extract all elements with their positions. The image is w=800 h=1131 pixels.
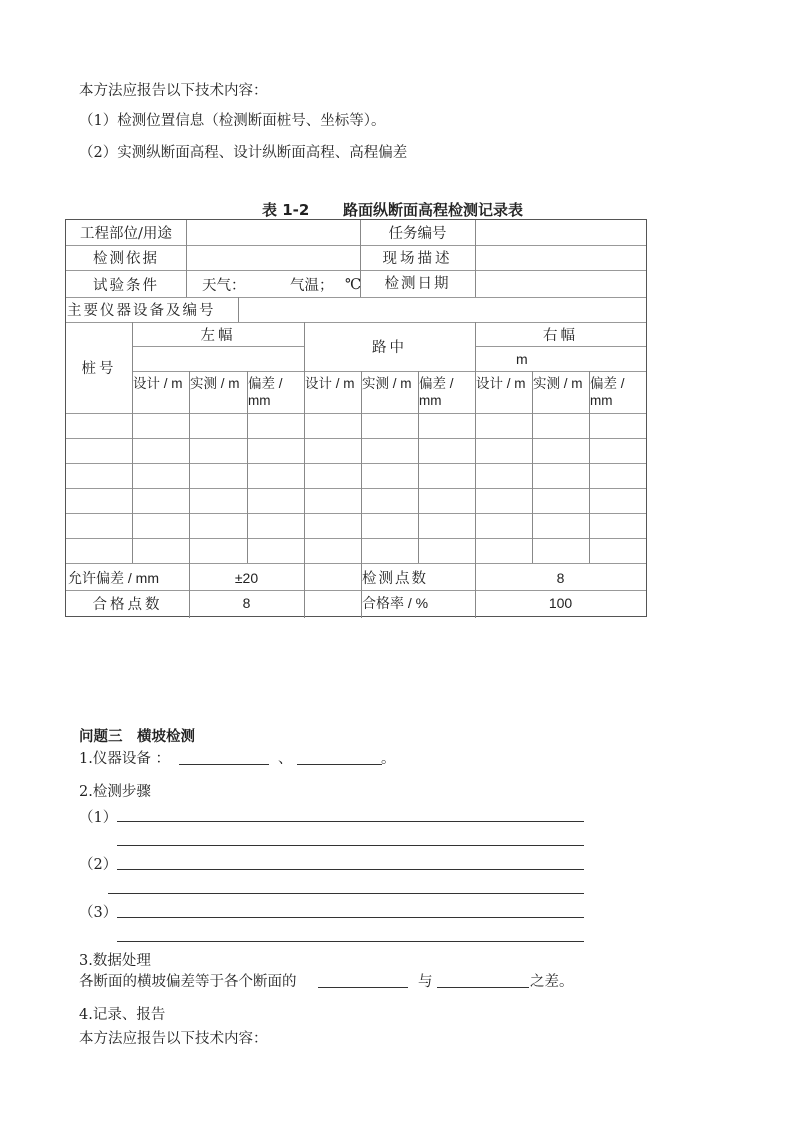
step-1-blank-cont[interactable] [117,845,584,846]
data-cell[interactable] [66,513,132,538]
data-cell[interactable] [589,538,646,563]
right-lane-unit: m [516,350,528,367]
allowed-deviation-label-text: 允许偏差 / mm [68,569,159,586]
left-lane-header: 左幅 [200,327,236,344]
data-cell[interactable] [247,413,304,438]
data-cell[interactable] [418,438,475,463]
left-design-header: 设计 / m [133,376,183,391]
section3-title: 问题三 横坡检测 [79,729,195,745]
data-cell[interactable] [304,413,361,438]
data-cell[interactable] [589,463,646,488]
q3-label: 3.数据处理 [79,953,151,969]
data-cell[interactable] [189,413,247,438]
center-header: 路中 [372,340,407,356]
step-2-label: （2） [79,857,118,873]
data-cell[interactable] [66,438,132,463]
data-cell[interactable] [132,538,189,563]
data-cell[interactable] [475,513,532,538]
q1-blank-1[interactable] [179,764,269,765]
data-cell[interactable] [189,438,247,463]
intro-item-1: （1）检测位置信息（检测断面桩号、坐标等）。 [79,113,386,129]
data-cell[interactable] [475,488,532,513]
data-cell[interactable] [189,513,247,538]
q4-label: 4.记录、报告 [79,1007,166,1023]
data-cell[interactable] [418,413,475,438]
data-cell[interactable] [532,413,589,438]
data-cell[interactable] [304,438,361,463]
data-cell[interactable] [361,538,418,563]
center-measured-header: 实测 / m [362,376,412,391]
data-cell[interactable] [66,488,132,513]
center-design-header: 设计 / m [305,376,355,391]
data-cell[interactable] [132,413,189,438]
pass-rate-value: 100 [548,595,573,611]
data-cell[interactable] [361,513,418,538]
weather-label: 天气： [202,278,246,294]
data-cell[interactable] [304,513,361,538]
data-cell[interactable] [361,488,418,513]
data-cell[interactable] [247,438,304,463]
conditions-label: 试验条件 [93,278,159,294]
data-cell[interactable] [247,538,304,563]
test-date-label: 检测日期 [384,276,451,292]
project-value[interactable] [186,220,360,245]
data-cell[interactable] [132,463,189,488]
data-cell[interactable] [418,513,475,538]
step-1-label: （1） [79,810,118,826]
data-cell[interactable] [418,488,475,513]
q3-text-a: 各断面的横坡偏差等于各个断面的 [79,974,297,990]
data-cell[interactable] [132,438,189,463]
data-cell[interactable] [189,488,247,513]
step-2-blank[interactable] [117,869,584,870]
data-cell[interactable] [304,538,361,563]
data-cell[interactable] [418,463,475,488]
data-cell[interactable] [532,438,589,463]
basis-label: 检测依据 [93,251,159,267]
step-3-blank[interactable] [117,917,584,918]
data-cell[interactable] [532,513,589,538]
data-cell[interactable] [132,488,189,513]
intro-heading: 本方法应报告以下技术内容： [79,83,268,99]
q4-text: 本方法应报告以下技术内容： [79,1031,268,1047]
station-header: 桩号 [81,361,117,377]
left-deviation-header: 偏差 / mm [248,376,283,408]
q1-separator: 、 [278,751,293,767]
data-cell[interactable] [532,538,589,563]
step-3-blank-cont[interactable] [117,941,584,942]
data-cell[interactable] [418,538,475,563]
site-description-label: 现场描述 [382,251,453,267]
temperature-label: 气温； [290,278,334,294]
test-points-label: 检测点数 [362,571,428,587]
data-cell[interactable] [532,463,589,488]
step-3-label: （3） [79,905,118,921]
data-cell[interactable] [247,488,304,513]
data-cell[interactable] [132,513,189,538]
equipment-label: 主要仪器设备及编号 [67,303,216,319]
data-cell[interactable] [589,513,646,538]
data-cell[interactable] [361,463,418,488]
equipment-value[interactable] [238,297,646,322]
data-cell[interactable] [361,413,418,438]
task-number-value[interactable] [475,220,646,245]
data-cell[interactable] [304,463,361,488]
step-1-blank[interactable] [117,821,584,822]
intro-item-2: （2）实测纵断面高程、设计纵断面高程、高程偏差 [79,145,408,161]
q3-text-c: 之差。 [530,974,574,990]
test-date-value[interactable] [475,270,646,297]
q3-text-b: 与 [418,974,433,990]
step-2-blank-cont[interactable] [108,893,584,894]
table-caption-title: 路面纵断面高程检测记录表 [343,201,524,219]
table-caption-number: 表 1-2 [262,201,310,219]
data-cell[interactable] [247,463,304,488]
data-cell[interactable] [66,538,132,563]
center-deviation-header: 偏差 / mm [419,376,454,408]
right-measured-header: 实测 / m [533,376,583,391]
q2-label: 2.检测步骤 [79,784,151,800]
data-cell[interactable] [189,538,247,563]
data-cell[interactable] [475,538,532,563]
data-cell[interactable] [475,438,532,463]
project-label: 工程部位/用途 [80,226,172,242]
data-cell[interactable] [532,488,589,513]
data-cell[interactable] [589,488,646,513]
data-cell[interactable] [66,413,132,438]
elevation-record-table [65,219,647,617]
data-cell[interactable] [66,463,132,488]
data-cell[interactable] [475,413,532,438]
q1-label: 1.仪器设备 ： [79,751,170,767]
data-cell[interactable] [589,438,646,463]
task-number-label: 任务编号 [388,226,447,242]
left-measured-header: 实测 / m [190,376,240,391]
allowed-deviation-value: ±20 [234,569,259,586]
q3-blank-1[interactable] [318,987,408,988]
q3-blank-2[interactable] [437,987,529,988]
test-points-value: 8 [556,569,565,586]
data-cell[interactable] [189,463,247,488]
right-deviation-header: 偏差 / mm [590,376,625,408]
data-cell[interactable] [304,488,361,513]
q1-end: 。 [381,751,396,767]
qualified-points-value: 8 [242,595,251,611]
data-cell[interactable] [475,463,532,488]
site-description-value[interactable] [475,245,646,270]
allowed-deviation-label [68,565,188,590]
q1-blank-2[interactable] [297,764,382,765]
data-cell[interactable] [361,438,418,463]
basis-value[interactable] [186,245,360,270]
pass-rate-label: 合格率 / % [362,595,429,611]
right-lane-header: 右幅 [543,327,578,344]
data-cell[interactable] [247,513,304,538]
right-design-header: 设计 / m [476,376,526,391]
qualified-points-label: 合格点数 [92,596,163,613]
data-cell[interactable] [589,413,646,438]
temperature-unit: ℃ [345,276,362,293]
